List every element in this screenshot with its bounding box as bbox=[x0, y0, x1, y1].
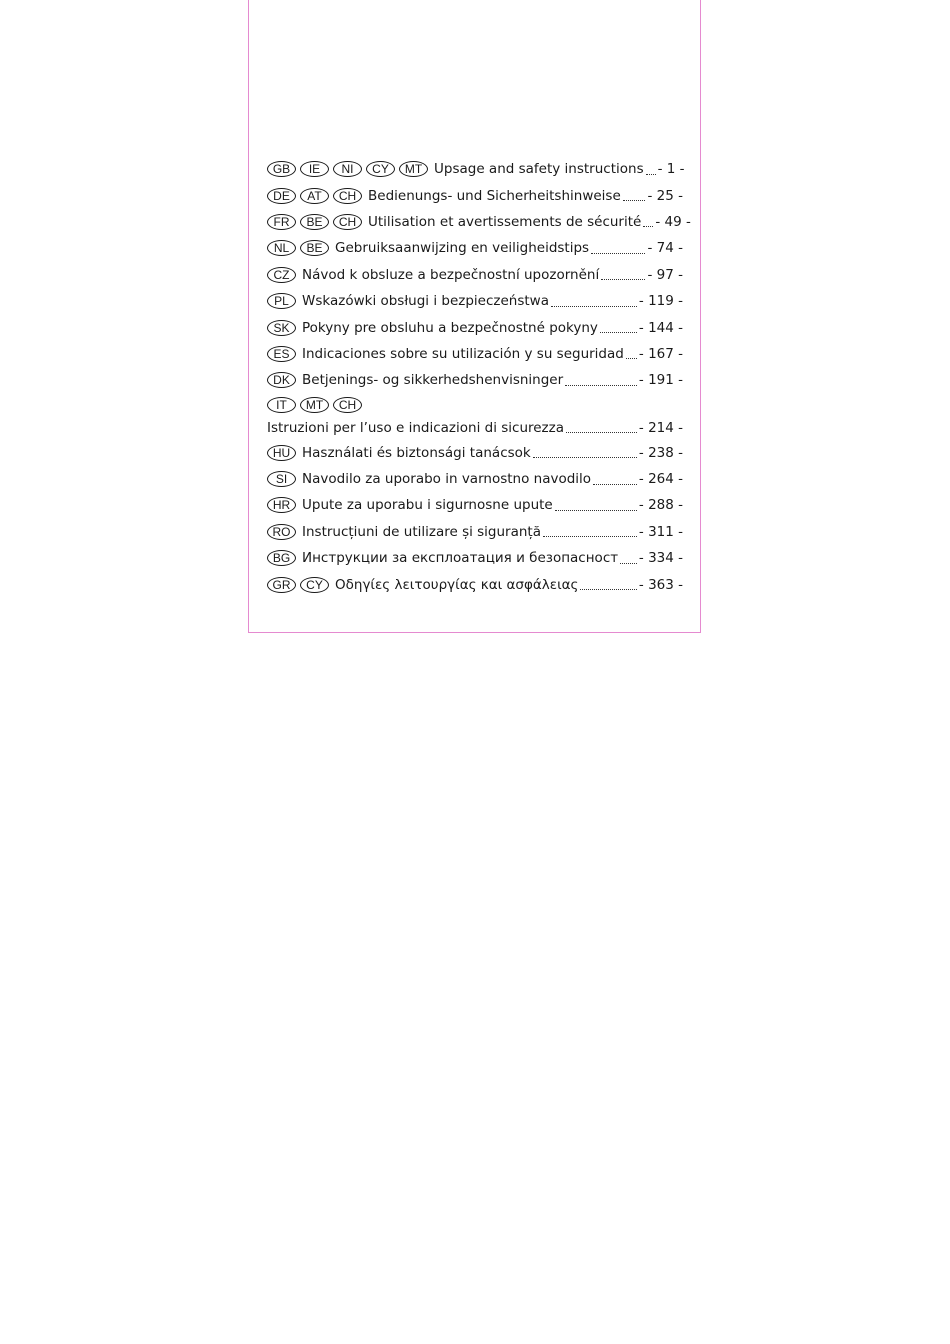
country-code-badge: BE bbox=[300, 240, 329, 256]
dot-leader bbox=[580, 589, 636, 590]
toc-entry-sk[interactable] bbox=[267, 314, 683, 340]
country-codes bbox=[267, 471, 300, 487]
country-code-badge: GB bbox=[267, 161, 296, 177]
dot-leader bbox=[565, 385, 637, 386]
country-codes bbox=[267, 214, 366, 230]
country-code-badge: PL bbox=[267, 293, 296, 309]
toc-title: Pokyny pre obsluhu a bezpečnostné pokyny bbox=[302, 319, 598, 336]
toc-entry-cz[interactable] bbox=[267, 262, 683, 288]
toc-page-number: - 144 - bbox=[638, 319, 683, 336]
country-codes bbox=[267, 293, 300, 309]
toc-title: Instrucțiuni de utilizare și siguranță bbox=[302, 523, 541, 540]
country-codes bbox=[267, 445, 300, 461]
table-of-contents bbox=[267, 156, 691, 598]
toc-title: Οδηγίες λειτουργίας και ασφάλειας bbox=[335, 576, 579, 593]
country-code-badge: BE bbox=[300, 214, 329, 230]
country-code-badge: SI bbox=[267, 471, 296, 487]
country-codes bbox=[267, 188, 366, 204]
country-code-badge: MT bbox=[399, 161, 428, 177]
toc-entry-hu[interactable] bbox=[267, 440, 683, 466]
country-code-badge: FR bbox=[267, 214, 296, 230]
toc-entry-dk[interactable] bbox=[267, 367, 683, 393]
toc-page-number: - 214 - bbox=[638, 419, 683, 436]
country-code-badge: GR bbox=[267, 577, 296, 593]
toc-page-number: - 238 - bbox=[638, 444, 683, 461]
toc-entry-fr[interactable] bbox=[267, 209, 691, 235]
dot-leader bbox=[591, 253, 645, 254]
country-code-badge: DE bbox=[267, 188, 296, 204]
toc-page-number: - 97 - bbox=[647, 266, 683, 283]
country-code-badge: SK bbox=[267, 320, 296, 336]
toc-page-number: - 1 - bbox=[657, 161, 685, 178]
toc-title: Návod k obsluze a bezpečnostní upozornění bbox=[302, 266, 600, 283]
dot-leader bbox=[620, 563, 637, 564]
toc-entry-de[interactable] bbox=[267, 182, 683, 208]
country-codes bbox=[267, 394, 683, 416]
country-codes bbox=[267, 161, 432, 177]
toc-title: Gebruiksaanwijzing en veiligheidstips bbox=[335, 240, 590, 257]
country-code-badge: CY bbox=[366, 161, 395, 177]
toc-title: Indicaciones sobre su utilización y su seguridad bbox=[302, 345, 624, 362]
country-code-badge: IE bbox=[300, 161, 329, 177]
dot-leader bbox=[601, 279, 645, 280]
country-code-badge: NI bbox=[333, 161, 362, 177]
dot-leader bbox=[623, 200, 646, 201]
toc-title: Upute za uporabu i sigurnosne upute bbox=[302, 497, 553, 514]
toc-page-number: - 363 - bbox=[638, 576, 683, 593]
toc-page-number: - 167 - bbox=[638, 345, 683, 362]
dot-leader bbox=[543, 536, 637, 537]
toc-title: Betjenings- og sikkerhedshenvisninger bbox=[302, 372, 564, 389]
toc-entry-bg[interactable] bbox=[267, 545, 683, 571]
toc-title: Bedienungs- und Sicherheitshinweise bbox=[368, 187, 621, 204]
toc-page-number: - 334 - bbox=[638, 550, 683, 567]
country-codes bbox=[267, 267, 300, 283]
country-code-badge: RO bbox=[267, 524, 296, 540]
toc-entry-it[interactable] bbox=[267, 394, 683, 440]
country-code-badge: CH bbox=[333, 214, 362, 230]
country-code-badge: MT bbox=[300, 397, 329, 413]
dot-leader bbox=[551, 306, 637, 307]
country-code-badge: HR bbox=[267, 497, 296, 513]
country-code-badge: HU bbox=[267, 445, 296, 461]
country-codes bbox=[267, 346, 300, 362]
toc-title: Navodilo za uporabo in varnostno navodilo bbox=[302, 471, 592, 488]
toc-entry-gb[interactable] bbox=[267, 156, 683, 182]
dot-leader bbox=[566, 432, 637, 433]
country-codes bbox=[267, 550, 300, 566]
country-code-badge: DK bbox=[267, 372, 296, 388]
toc-page-number: - 288 - bbox=[638, 497, 683, 514]
country-codes bbox=[267, 577, 333, 593]
toc-title: Инструкции за експлоатация и безопасност bbox=[302, 550, 619, 567]
dot-leader bbox=[643, 226, 653, 227]
toc-page-number: - 264 - bbox=[638, 471, 683, 488]
toc-page-number: - 191 - bbox=[638, 372, 683, 389]
dot-leader bbox=[646, 174, 656, 175]
country-code-badge: BG bbox=[267, 550, 296, 566]
country-code-badge: IT bbox=[267, 397, 296, 413]
country-codes bbox=[267, 524, 300, 540]
toc-entry-gr[interactable] bbox=[267, 571, 683, 597]
toc-entry-line bbox=[267, 416, 683, 440]
country-code-badge: CH bbox=[333, 397, 362, 413]
country-codes bbox=[267, 497, 300, 513]
country-code-badge: NL bbox=[267, 240, 296, 256]
toc-title: Istruzioni per l’uso e indicazioni di sicurezza bbox=[267, 419, 564, 436]
toc-title: Upsage and safety instructions bbox=[434, 161, 644, 178]
dot-leader bbox=[533, 457, 637, 458]
toc-entry-ro[interactable] bbox=[267, 519, 683, 545]
toc-entry-nl[interactable] bbox=[267, 235, 683, 261]
dot-leader bbox=[593, 484, 637, 485]
country-code-badge: CZ bbox=[267, 267, 296, 283]
toc-entry-si[interactable] bbox=[267, 466, 683, 492]
toc-page-number: - 119 - bbox=[638, 293, 683, 310]
dot-leader bbox=[626, 358, 637, 359]
toc-title: Utilisation et avertissements de sécurité bbox=[368, 213, 642, 230]
country-codes bbox=[267, 372, 300, 388]
country-code-badge: CH bbox=[333, 188, 362, 204]
country-code-badge: CY bbox=[300, 577, 329, 593]
toc-entry-es[interactable] bbox=[267, 341, 683, 367]
toc-page-number: - 25 - bbox=[647, 187, 683, 204]
toc-entry-hr[interactable] bbox=[267, 492, 683, 518]
toc-page-number: - 74 - bbox=[647, 240, 683, 257]
country-codes bbox=[267, 240, 333, 256]
dot-leader bbox=[600, 332, 637, 333]
toc-page-number: - 49 - bbox=[655, 213, 691, 230]
country-code-badge: ES bbox=[267, 346, 296, 362]
dot-leader bbox=[555, 510, 637, 511]
toc-entry-pl[interactable] bbox=[267, 288, 683, 314]
toc-title: Használati és biztonsági tanácsok bbox=[302, 444, 531, 461]
country-code-badge: AT bbox=[300, 188, 329, 204]
country-codes bbox=[267, 320, 300, 336]
toc-title: Wskazówki obsługi i bezpieczeństwa bbox=[302, 293, 549, 310]
toc-page-number: - 311 - bbox=[638, 523, 683, 540]
